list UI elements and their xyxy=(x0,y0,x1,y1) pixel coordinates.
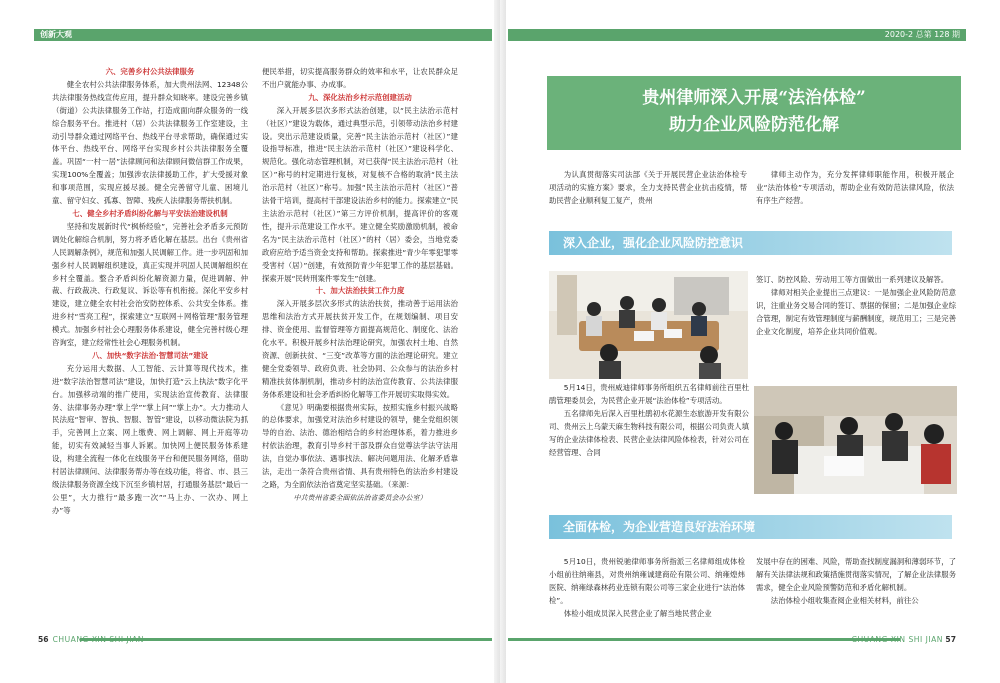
page-number: 57 xyxy=(945,635,956,644)
right-column-a xyxy=(756,274,956,384)
intro-right-text: 律师主动作为，充分发挥律师职能作用，积极开展企业“法治体检”专项活动，帮助企业有效防范法律风险，依法有序生产经营。 xyxy=(756,170,954,205)
top-bar xyxy=(34,29,492,41)
section-heading: 七、健全乡村矛盾纠纷化解与平安法治建设机制 xyxy=(72,208,228,218)
article-column-1 xyxy=(52,66,248,632)
bottom-right-column xyxy=(756,556,956,636)
article-paragraph: 5月10日，贵州锐驰律师事务所指派三名律师组成体检小组前往纳雍县，对贵州纳雍诚建商砼有限公司、纳雍煌炜医院、纳雍绿森林药业连锁有限公司等三家企业进行“法治体检”。 xyxy=(549,557,745,605)
article-title-box xyxy=(547,76,961,150)
page-footer xyxy=(38,633,144,647)
article-title-line-2: 助力企业风险防范化解 xyxy=(669,115,839,135)
right-page xyxy=(500,0,1000,683)
article-paragraph: 签订、防控风险、劳动用工等方面做出一系列建议及解答。 xyxy=(756,275,949,284)
photo-meeting xyxy=(549,271,748,379)
section-band-2: 全面体检，为企业营造良好法治环境 xyxy=(549,515,952,539)
issue-label: 2020-2 总第 128 期 xyxy=(884,30,960,39)
article-column-2 xyxy=(262,66,458,632)
footer-text: CHUANG XIN SHI JIAN xyxy=(851,635,943,644)
section-heading: 六、完善乡村公共法律服务 xyxy=(105,67,195,76)
section-heading: 八、加快“数字法治·智慧司法”建设 xyxy=(92,350,208,360)
caption-paragraph: 五名律师先后深入百里杜鹃初水花源生态旅游开发有限公司、贵州云上乌蒙天麻生物科技有限公司，根据公司负责人填写的企业法律体检表、民营企业法律风险体检表，针对公司在经营管理、合同 xyxy=(549,408,749,457)
interview-photo-illustration xyxy=(754,386,957,494)
photo-interview xyxy=(754,386,957,494)
bottom-left-column xyxy=(549,556,745,636)
footer-text: CHUANG XIN SHI JIAN xyxy=(52,635,144,644)
caption-paragraph: 5月14日，贵州威迪律师事务所组织五名律师前往百里杜鹃管理委员会，为民营企业开展“法治体检”专项活动。 xyxy=(549,383,749,405)
section-heading: 九、深化法治乡村示范创建活动 xyxy=(308,92,412,102)
top-bar xyxy=(508,29,966,41)
source-credit: 中共贵州省委全面依法治省委员会办公室） xyxy=(293,493,427,502)
article-paragraph: 坚持和发展新时代“枫桥经验”，完善社会矛盾多元预防调处化解综合机制，努力将矛盾化解在基层。出台《贵州省人民调解条例》，规范和加强人民调解工作。进一步巩固和加强乡村人民调解组织建设，真正实现并巩固人民调解组织在乡村全覆盖。整合矛盾纠纷化解资源力量，促进调解、仲裁、行政裁决、行政复议、诉讼等有机衔接。深化平安乡村建设，建立健全农村社会治安防控体系、公共安全体系。推进乡村“雪亮工程”，探索建立“互联网＋网格管理”服务管理模式。加强乡村社会心理服务体系建设，健全完善村级心理咨询室，建立经常性社会心理服务机制。 xyxy=(52,221,248,348)
photo-caption-block xyxy=(549,382,749,459)
article-paragraph: 便民举措，切实提高服务群众的效率和水平，让农民群众足不出户就能办事、办成事。 xyxy=(262,67,458,89)
section-tag: 创新大观 xyxy=(40,30,72,39)
footer-rule xyxy=(508,638,900,641)
page-number: 56 xyxy=(38,635,49,644)
intro-left xyxy=(549,169,747,219)
page-footer xyxy=(852,633,960,647)
article-paragraph: 健全农村公共法律服务体系，加大贵州法网、12348公共法律服务热线宣传应用，提升群众知晓率。建设完善乡镇（街道）公共法律服务工作站，打造成面向群众服务的一线综合服务平台。推进村（居）公共法律服务工作室建设，主动引导群众通过网络平台、热线平台寻求帮助，确保通过实体平台、热线平台、网络平台实现乡村公共法律服务全覆盖。巩固“一村一居”法律顾问和法律顾问微信群工作成果，实现100%全覆盖；加强涉农法律援助工作，扩大受援对象和事项范围，实现应援尽援。健全完善留守儿童、困境儿童、留守妇女、孤寡、智障、残疾人法律服务帮扶机制。 xyxy=(52,79,248,206)
article-paragraph: 发展中存在的困难、风险，帮助查找制度漏洞和薄弱环节，了解有关法律法规和政策措施贯彻落实情况，了解企业法律服务需求，健全企业风险预警防范和矛盾化解机制。 xyxy=(756,557,956,592)
article-paragraph: 深入开展多层次多形式的法治扶贫，推动善于运用法治思维和法治方式开展扶贫开发工作，在规划编制、项目安排、资金使用、监督管理等方面提高规范化、制度化、法治化水平。积极开展乡村法治理论研究，加强农村土地、自然资源、创新扶贫、“三变”改革等方面的法治理论研究。建立健全党委领导、政府负责、社会协同、公众参与的法治乡村精准扶贫体制机制，推动乡村的法治宣传教育、公共法律服务体系建设和社会矛盾纠纷化解等工作开展切实取得实效。 xyxy=(262,299,458,399)
article-title-line-1: 贵州律师深入开展“法治体检” xyxy=(642,88,866,108)
intro-left-text: 为认真贯彻落实司法部《关于开展民营企业法治体检专项活动的实施方案》要求，全力支持民营企业抗击疫情，帮助民营企业顺利复工复产，贵州 xyxy=(549,170,747,205)
article-paragraph: 充分运用大数据、人工智能、云计算等现代技术，推进“数字法治智慧司法”建设，加快打造“云上执法”数字化平台。加强移动端的推广使用，实现法治宣传教育、法律服务、法律事务办理“掌上学”“掌上问”“掌上办”。大力推动人民法庭“智审、智执、智服、智管”建设，以移动微法院为抓手，完善网上立案、网上缴费、网上调解、网上开庭等功能，切实有效减轻当事人诉累。加快网上便民服务体系建设，构建全流程一体化在线服务平台和便民服务网络，借助村居法律顾问、法律服务帮办等在线功能，将省、市、县三级法律服务资源全线下沉至乡镇村居，打通服务基层“最后一公里”，大力推行“最多跑一次”“马上办、一次办、网上办”等 xyxy=(52,363,248,515)
article-paragraph: 体检小组成员深入民营企业了解当地民营企业 xyxy=(563,608,712,618)
article-paragraph: 律师对相关企业提出三点建议：一是加强企业风险防范意识，注重业务交易合同的签订、票据的保留；二是加强企业综合管理，制定有效管理制度与薪酬制度，规范用工；三是完善企业文化制度，培养企业共同价值观。 xyxy=(756,287,956,336)
article-paragraph: 《意见》明确要根据贵州实际，按照实施乡村振兴战略的总体要求，加强党对法治乡村建设的领导，健全党组织领导的自治、法治、德治相结合的乡村治理体系，着力推进乡村依法治理，教育引导乡村干部及群众自觉尊法学法守法用法，自觉办事依法、遇事找法、解决问题用法、化解矛盾靠法，走出一条符合贵州省情、具有贵州特色的法治乡村建设之路，为全面依法治省奠定坚实基础。（来源： xyxy=(262,402,458,489)
article-paragraph: 深入开展多层次多形式法治创建，以“民主法治示范村（社区）”建设为载体，通过典型示范，引领带动法治乡村建设。突出示范建设质量，完善“民主法治示范村（社区）”建设指导标准，推进“民主法治示范村（社区）”建设科学化、规范化。强化动态管理机制，对已获得“民主法治示范村（社区）”称号的村定期进行复核，对复核不合格的取消“民主法治示范村（社区）”称号。加强“民主法治示范村（社区）”普法骨干培训，提高村干部建设法治乡村的能力。探索建立“民主法治示范村（社区）”第三方评价机制，提高评价的客观性，提升示范建设工作水平。建立健全奖励激励机制，被命名为“民主法治示范村（社区）”的村（居）委会，当地党委政府应给予适当资金支持和帮助。探索推进“青少年零犯罪零受害村（居）”创建，有效预防青少年犯罪工作的基层基础。探索开展“民转刑案件零发生”创建。 xyxy=(262,105,458,283)
intro-right xyxy=(756,169,954,219)
section-band-1: 深入企业，强化企业风险防控意识 xyxy=(549,231,952,255)
page-gutter xyxy=(500,0,506,683)
section-heading: 十、加大法治扶贫工作力度 xyxy=(315,286,405,296)
article-paragraph: 法治体检小组收集查阅企业相关材料，前往公 xyxy=(770,595,919,605)
meeting-photo-illustration xyxy=(549,271,748,379)
